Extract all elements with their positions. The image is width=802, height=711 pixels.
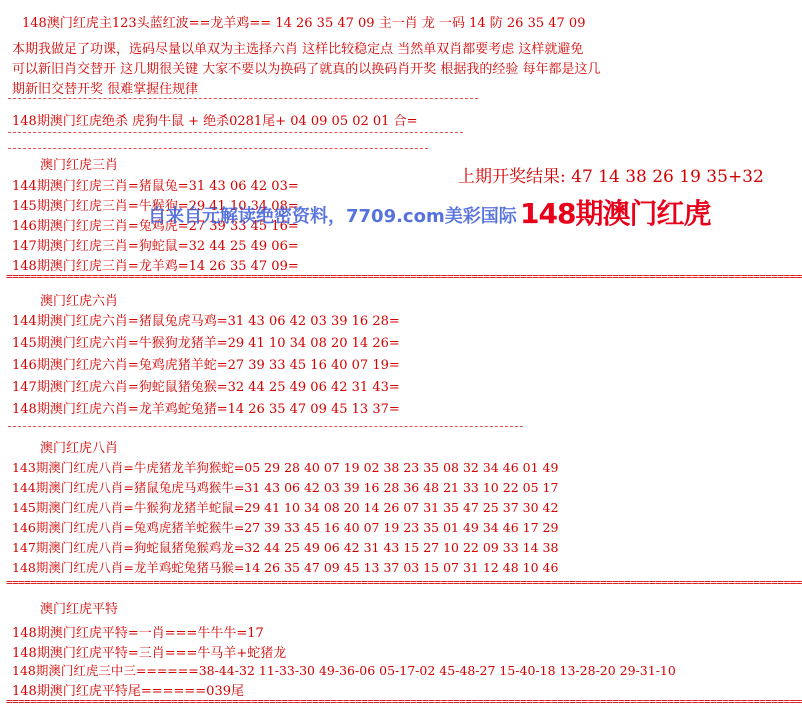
three-row: 147期澳门红虎三肖=狗蛇鼠=32 44 25 49 06= <box>12 239 299 254</box>
eight-row: 144期澳门红虎八肖=猪鼠兔虎马鸡猴牛=31 43 06 42 03 39 16 28 36 48 21 33 10 22 05 17 <box>12 480 559 495</box>
special-row: 148期澳门红虎平特=一肖===牛牛牛=17 <box>12 626 264 641</box>
eight-row: 146期澳门红虎八肖=兔鸡虎猪羊蛇猴牛=27 39 33 45 16 40 07 19 23 35 01 49 34 46 17 29 <box>12 520 559 535</box>
kill-line: 148期澳门红虎绝杀 虎狗牛鼠 + 绝杀0281尾+ 04 09 05 02 01 合= <box>12 114 418 129</box>
three-row: 145期澳门红虎三肖=牛猴狗=29 41 10 34 08= <box>12 199 299 214</box>
three-row: 144期澳门红虎三肖=猪鼠兔=31 43 06 42 03= <box>12 179 299 194</box>
special-section-title: 澳门红虎平特 <box>40 602 119 617</box>
eight-section-title: 澳门红虎八肖 <box>40 441 119 456</box>
three-row: 148期澳门红虎三肖=龙羊鸡=14 26 35 47 09= <box>12 259 299 274</box>
six-row: 146期澳门红虎六肖=兔鸡虎猪羊蛇=27 39 33 45 16 40 07 19= <box>12 358 400 373</box>
watermark: 自来自元解读绝密资料，7709.com美彩国际 <box>148 206 517 227</box>
big-title: 148期澳门红虎 <box>520 197 711 230</box>
six-row: 147期澳门红虎六肖=狗蛇鼠猪兔猴=32 44 25 49 06 42 31 43= <box>12 380 400 395</box>
header-line: 148澳门红虎主123头蓝红波==龙羊鸡== 14 26 35 47 09 主一肖 龙 一码 14 防 26 35 47 09 <box>22 16 586 31</box>
intro-line-1: 本期我做足了功课，选码尽量以单双为主选择六肖 这样比较稳定点 当然单双肖都要考虑 这样就避免 <box>12 42 584 57</box>
eight-row: 148期澳门红虎八肖=龙羊鸡蛇兔猪马猴=14 26 35 47 09 45 13 37 03 15 07 31 12 48 10 46 <box>12 560 559 575</box>
six-section-title: 澳门红虎六肖 <box>40 294 119 309</box>
six-row: 144期澳门红虎六肖=猪鼠兔虎马鸡=31 43 06 42 03 39 16 28= <box>12 314 400 329</box>
three-section-title: 澳门红虎三肖 <box>40 158 119 173</box>
special-row: 148期澳门红虎平特尾======039尾 <box>12 684 244 699</box>
eight-row: 147期澳门红虎八肖=狗蛇鼠猪兔猴鸡龙=32 44 25 49 06 42 31 43 15 27 10 22 09 33 14 38 <box>12 540 559 555</box>
six-row: 145期澳门红虎六肖=牛猴狗龙猪羊=29 41 10 34 08 20 14 26= <box>12 336 400 351</box>
intro-line-3: 期新旧交替开奖 很难掌握住规律 <box>12 82 199 97</box>
divider <box>8 148 428 149</box>
equals-divider: ================================================================================================================================== <box>6 576 802 589</box>
eight-row: 145期澳门红虎八肖=牛猴狗龙猪羊蛇鼠=29 41 10 34 08 20 14 26 07 31 35 47 25 37 30 42 <box>12 500 559 515</box>
special-row: 148期澳门红虎三中三======38-44-32 11-33-30 49-36-06 05-17-02 45-48-27 15-40-18 13-28-20 29-31-10 <box>12 663 676 678</box>
equals-divider: ================================================================================================================================== <box>6 270 802 283</box>
divider <box>8 132 463 133</box>
special-row: 148期澳门红虎平特=三肖===牛马羊+蛇猪龙 <box>12 646 287 661</box>
three-row: 146期澳门红虎三肖=兔鸡虎=27 39 33 45 16= <box>12 219 299 234</box>
eight-row: 143期澳门红虎八肖=牛虎猪龙羊狗猴蛇=05 29 28 40 07 19 02 38 23 35 08 32 34 46 01 49 <box>12 460 559 475</box>
six-row: 148期澳门红虎六肖=龙羊鸡蛇兔猪=14 26 35 47 09 45 13 37= <box>12 402 400 417</box>
divider <box>8 98 478 99</box>
divider <box>8 426 523 427</box>
intro-line-2: 可以新旧肖交替开 这几期很关键 大家不要以为换码了就真的以换码肖开奖 根据我的经验 每年都是这几 <box>12 62 601 77</box>
equals-divider: ================================================================================================================================== <box>6 695 802 708</box>
last-result: 上期开奖结果: 47 14 38 26 19 35+32 <box>458 167 764 187</box>
